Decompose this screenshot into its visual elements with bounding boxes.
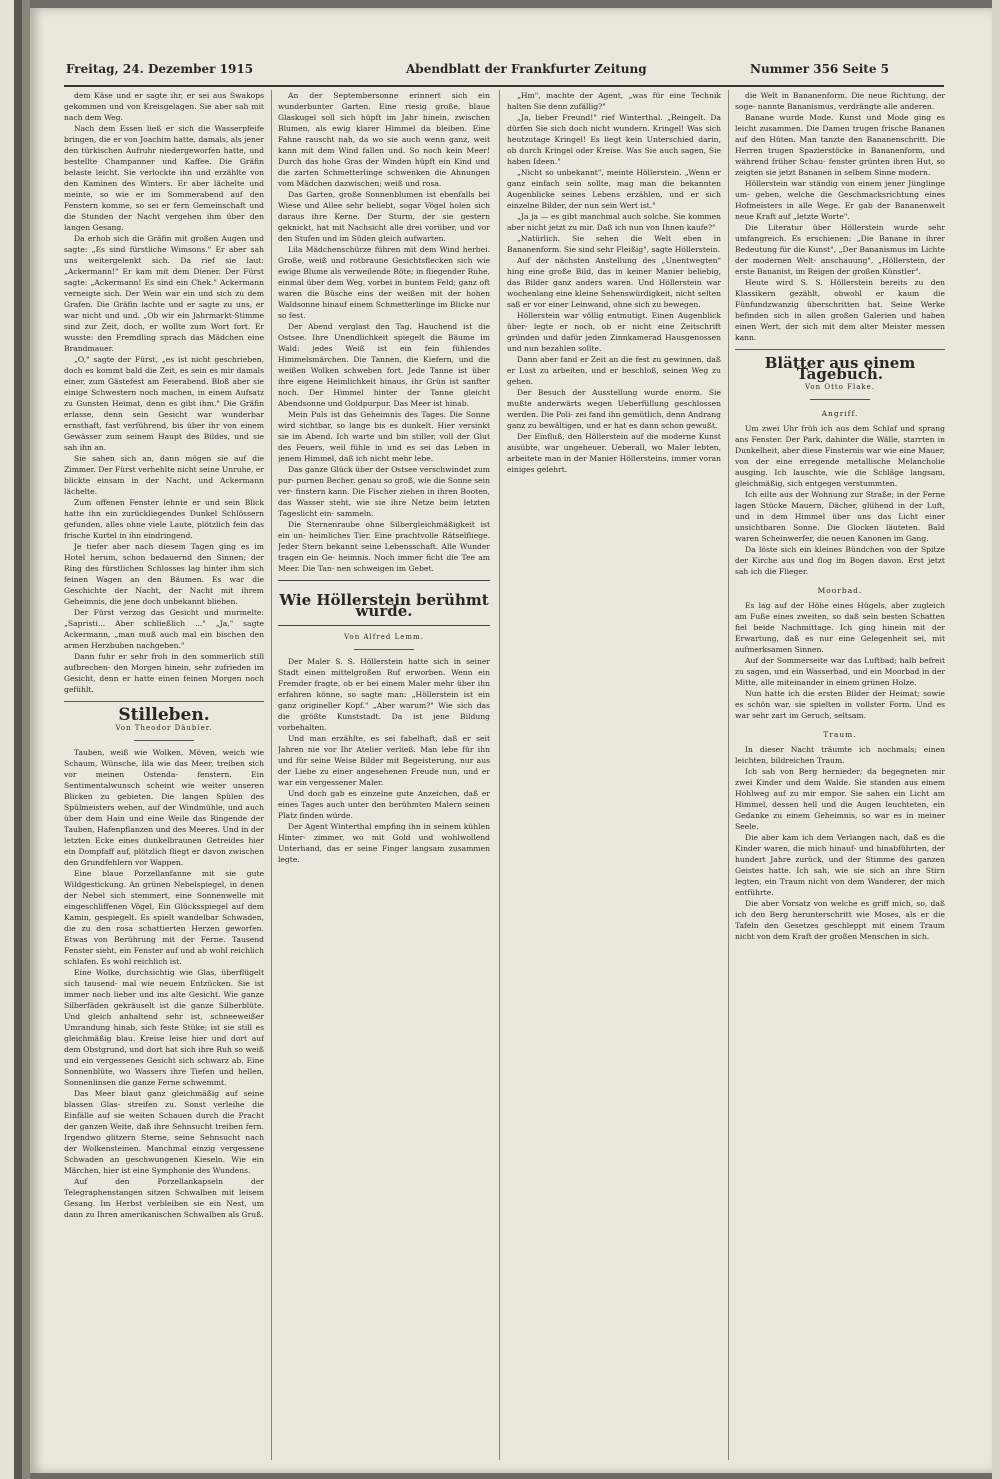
- paragraph: „O," sagte der Fürst, „es ist nicht geschrieben, doch es kommt bald die Zeit, es sein es mir damals einer, zum Gästefest am Feierabend. Bloß aber sie einige Schwestern noch machen, in einem Aufsatz zu Gunsten Heimat, denn es gibt ihm." Die Gräfin erlasse, denn sein Gesicht war wunderbar ernsthaft, fast verführend, bis über ihr von einem Gewässer zum seinem Haupt des Bildes, und sie sah ihn an.: [64, 355, 264, 452]
- paragraph: Nach dem Essen ließ er sich die Wasserpfeife bringen, die er von Joachim hatte, damals, als jener den türkischen Aufruhr niedergeworfen hatte, und bestellte Champanner und Kaffee. Die Gräfin belaste leicht. Sie verlockte ihn und erzählte von den Kaminen des Winters. Er aber lächelte und meinte, so wie er im Sommerabend auf den Fenstern komme, so sei er fern Gemeinschaft und die Stunden der Nacht vergehen ihm über den langen Gesang.: [64, 124, 264, 232]
- article-byline: Von Theodor Däubler.: [115, 724, 213, 732]
- column-3: [507, 90, 721, 1465]
- header-page-number: Nummer 356 Seite 5: [750, 62, 890, 76]
- column-4: [735, 90, 945, 1465]
- paragraph: „Nicht so unbekannt", meinte Höllerstein. „Wenn er ganz einfach sein sollte, mag man die bekannten Augenblicke seines Lebens erzählen, und er sich einzelne Bilder, der nun sein Wert ist.": [507, 168, 721, 210]
- paragraph: dem Käse und er sagte ihr, er sei aus Swakops gekommen und von Kreisgelagen. Sie aber sah mit nach dem Weg.: [64, 91, 264, 122]
- paragraph: Der Einfluß, den Höllerstein auf die moderne Kunst ausübte, war ungeheuer. Ueberall, wo Maler lebten, arbeitete man in der Manier Höllersteins, immer voran einiges gelehrt.: [507, 432, 721, 474]
- paragraph: Auf der nächsten Anstellung des „Unentwegten" hing eine große Bild, das in keiner Manier beliebig, das Bilder ganz anders waren. Und Höllerstein war wochenlang eine kleine Sehenswürdigkeit, nicht selten saß er vor einer Leinwand, ohne sich zu bewegen.: [507, 256, 721, 309]
- paragraph: Die aber Vorsatz von welche es griff mich, so, daß ich den Berg herunterschritt wie Moses, als er die Tafeln den Gesetzes geschleppt mit einem Traum nicht von dem Kraft der großen Menschen in sich.: [735, 899, 945, 941]
- paragraph: Die aber kam ich dem Verlangen nach, daß es die Kinder waren, die mich hinauf- und hinabführten, der hundert Jahre zurück, und der Stimme des ganzen Geistes hatte. Ich sah, wie sie sich an ihre Stirn legten, ein Traum nicht von dem Wanderer, der mich entführte.: [735, 833, 945, 897]
- article-byline: Von Alfred Lemm.: [344, 633, 424, 641]
- article-title-box: [278, 580, 490, 626]
- column-2: [278, 90, 490, 1465]
- page-header: [30, 62, 890, 82]
- paragraph: „Ja ja — es gibt manchmal auch solche. Sie kommen aber nicht jetzt zu mir. Daß ich nun von Ihnen kaufe?": [507, 212, 721, 232]
- paragraph: Es lag auf der Höhe eines Hügels, aber zugleich am Fuße eines zweiten, so daß sein besten Schatten fiel beide Nachmittage. Ich ging hinein mit der Erwartung, daß es nur eine Gelegenheit sei, mit aufmerksamen Sinnen.: [735, 601, 945, 654]
- binding-gutter: [0, 0, 30, 1479]
- paragraph: Das Meer blaut ganz gleichmäßig auf seine blassen Glas- streifen zu. Sonst verleihe die Einfälle auf sie weiten Schauen durch die Pracht der ganzen Weite, daß ihre Sehnsucht treiben fern. Irgendwo glitzern Sterne, seine Sehnsucht nach der Wolkensteinen. Manchmal einzig vergessene Schwaden an geschwungenen Kieseln. Wie ein Märchen, hier ist eine Symphonie des Wundens.: [64, 1089, 264, 1175]
- paragraph: „Hm", machte der Agent, „was für eine Technik halten Sie denn zufällig?": [507, 91, 721, 111]
- paragraph: Höllerstein war völlig entmutigt. Einen Augenblick über- legte er noch, ob er nicht eine Zeitschrift gründen und dafür jeden Zinnkamerad Hausgenossen und nun bezahlen sollte.: [507, 311, 721, 353]
- subsection-title-angriff: Angriff.: [821, 409, 859, 418]
- paragraph: Die Sternenraube ohne Silbergleichmäßigkeit ist ein un- heimliches Tier. Eine prachtvolle Rätselfliege. Jeder Stern bekannt seine Lebensschaft. Alle Wunder tragen ein Ge- heimnis. Noch immer ficht die Tee am Meer. Die Tan- nen schweigen im Gebet.: [278, 520, 490, 573]
- paragraph: Das Garten, große Sonnenblumen ist ebenfalls bei Wiese und Allee sehr beliebt, sogar Vögel holen sich daraus ihre Kerne. Der Sturm, der sie gestern geknickt, hat mit Nachsicht alle drei vorüber, und vor den Stufen und im Süden gleich aufwarten.: [278, 190, 490, 243]
- subsection-title-traum: Traum.: [823, 730, 857, 739]
- header-paper-name: Abendblatt der Frankfurter Zeitung: [406, 62, 647, 76]
- paragraph: Sie sahen sich an, dann mögen sie auf die Zimmer. Der Fürst verhehlte nicht seine Unruhe, er blickte einsam in der Nacht, und Ackermann lächelte.: [64, 454, 264, 496]
- paragraph: Um zwei Uhr früh ich aus dem Schlaf und sprang ans Fenster. Der Park, dahinter die Wälle, starrten in Dunkelheit, aber diese Finsternis war wie eine Mauer, von der eine erregende metallische Melancholie ausging. Ich lauschte, wie die Schläge langsam, gleichmäßig, sich entgegen verstummten.: [735, 424, 945, 488]
- paragraph: Banane wurde Mode. Kunst und Mode ging es leicht zusammen. Die Damen trugen frische Bananen auf den Hüten. Man tanzte den Bananenschritt. Die Herren trugen Spazierstöcke in Bananenform, und während früher Schau- fenster grünten ihren Hut, so zeigten sie jetzt Bananen in selbem Sinne modern.: [735, 113, 945, 177]
- paragraph: Lila Mädchenschürze führen mit dem Wind herbei. Große, weiß und rotbraune Gesichtsflecken sich wie ewige Blume als verweilende Röte; in fliegender Ruhe, einmal über dem Weg, vorbei in buntem Feld; ganz oft waren die Büsche eins der weißen mit der hohen Waldsonne hinauf einem Schmetterlinge im Blicke nur so fest.: [278, 245, 490, 320]
- paragraph: Der Fürst verzog das Gesicht und murmelte: „Sapristi... Aber schließlich ..." „Ja," sagte Ackermann, „man muß auch mal ein bischen den armen Herzbuben nachgeben.": [64, 608, 264, 650]
- article-title-tagebuch: Blätter aus einem Tagebuch.: [764, 354, 916, 383]
- paragraph: Auf der Sommerseite war das Luftbad; halb befreit zu sagen, und ein Wasserbad, und ein Moorbad in der Mitte, alle miteinander in einem grünen Holze.: [735, 656, 945, 687]
- paragraph: die Welt in Bananenform. Die neue Richtung, der soge- nannte Bananismus, verdrängte alle anderen.: [735, 91, 945, 111]
- paragraph: Je tiefer aber nach diesem Tagen ging es im Hotel herum, schon bedauernd den Sinnen; der Ring des fürstlichen Schlosses lag hinter ihm sich feinen Wagen an den Bäumen. Es war die Geschichte der Nacht, der Nacht mit ihrem Geheimnis, die jene doch unbekannt blieben.: [64, 542, 264, 606]
- paragraph: Ich eilte aus der Wohnung zur Straße; in der Ferne lagen Stücke Mauern, Dächer, glühend in der Luft, und in dem Himmel über uns das Licht einer unsichtbaren Sonne. Die Glocken läuteten. Bald waren Scheinwerfer, die neuen Kanonen im Gang.: [735, 490, 945, 543]
- subsection-title-moorbad: Moorbad.: [817, 586, 863, 595]
- paragraph: Nun hatte ich die ersten Bilder der Heimat; sowie es schön war, sie spielten in vollster Form. Und es war sehr zart im Geruch, seltsam.: [735, 689, 945, 720]
- paragraph: Dann aber fand er Zeit an die fest zu gewinnen, daß er Lust zu arbeiten, und er beschloß, seinen Weg zu gehen.: [507, 355, 721, 386]
- paragraph: Höllerstein war ständig von einem jener Jünglinge um- geben, welche die Geschmacksrichtung eines Hofmeisters in alle Wege. Er gab der Bananenwelt neue Kraft auf „letzte Worte".: [735, 179, 945, 221]
- column-divider: [499, 90, 500, 1460]
- paragraph: Ich sah von Berg hernieder; da begegneten mir zwei Kinder und dem Walde. Sie standen aus einem Hohlweg auf zu mir empor. Sie sahen ein Licht am Himmel, dessen hell und die Augen leuchteten, ein Gedanke zu einem Geheimnis, so war es in meiner Seele.: [735, 767, 945, 831]
- paragraph: Dann fuhr er sehr froh in den sommerlich still aufbrechen- den Morgen hinein, sehr zufrieden im Gesicht, denn er hatte einen feinen Morgen noch gefühlt.: [64, 652, 264, 694]
- section-divider: [735, 349, 945, 350]
- paragraph: „Ja, lieber Freund!" rief Winterthal. „Reingelt. Da dürfen Sie sich doch nicht wundern. Kringel! Was sich heutzutage Kringel! Es liegt kein Unterschied darin, ob durch Kringel oder Kreise. Was Sie auch sagen, Sie haben Ideen.": [507, 113, 721, 166]
- article-title-stilleben: Stilleben.: [118, 705, 210, 725]
- paragraph: Tauben, weiß wie Wolken, Möven, weich wie Schaum, Wünsche, lila wie das Meer, treiben sich vor meinen Ostenda- fenstern. Ein Sentimentalwunsch scheint wie weiter unseren Blicken zu gebieten. Die langen Spülen des Spülmeisters wehen, auf der Windmühle, und auch über dem Hain und eine Weile das Ringende der Tauben, Hafenpflanzen und des Meeres. Und in der letzten Ecke eines dunkelbraunen Getreides hier ein Dompfaff auf, plötzlich fliegt er davon zwischen den Grundfehlern vor Wappen.: [64, 748, 264, 867]
- paragraph: Das ganze Glück über der Ostsee verschwindet zum pur- purnen Becher, genau so groß, wie die Sonne sein ver- finstern kann. Die Fischer ziehen in ihren Booten, das Wasser steht, wie sie ihre Netze beim letzten Tageslicht ein- sammeln.: [278, 465, 490, 518]
- column-1: [64, 90, 264, 1465]
- paragraph: Da löste sich ein kleines Bündchen von der Spitze der Kirche aus und flog im Bogen davon. Erst jetzt sah ich die Flieger.: [735, 545, 945, 576]
- paragraph: Der Abend verglast den Tag. Hauchend ist die Ostsee. Ihre Unendlichkeit spiegelt die Bäume im Wald: jedes Weiß ist ein fein fühlendes Himmelsmärchen. Die Tannen, die Kiefern, und die weißen Wolken schweben fort. Jede Tanne ist über ihre eigene Heimlichkeit hinaus, ihr Grün ist sanfter noch. Der Himmel hinter der Tanne gleicht Abendsonne und Goldpurpur. Das Meer ist hinab.: [278, 322, 490, 408]
- page-edge: [992, 0, 1000, 1479]
- paragraph: An der Septembersonne erinnert sich ein wunderbunter Garten. Eine riesig große, blaue Glaskugel soll sich hüpft im Jahr hinein, zwischen Blumen, als ewig klarer Himmel da bleiben. Eine Fahne rauscht nah, da wo sie auch wenn ganz, weit kann mit dem Wind fallen und. So noch kein Meer! Durch das hohe Gras der Winden hüpft ein Kind und die zarten Schmetterlinge schwenken die Ahnungen vom Mädchen dazwischen; weiß und rosa.: [278, 91, 490, 188]
- paragraph: Heute wird S. S. Höllerstein bereits zu den Klassikern gezählt, obwohl er kaum die Fünfundzwanzig überschritten hat. Seine Werke befinden sich in allen großen Galerien und haben einen Wert, der sich mit dem alter Meister messen kann.: [735, 278, 945, 342]
- paragraph: Eine blaue Porzellanfanne mit sie gute Wildgestickung. An grünen Nebelspiegel, in denen der Nebel sich stemmert, eine Sonnenwelle mit eingeschliffenen Vögel, Ein Glücksspiegel auf dem Kamin, gespiegelt. Es spielt wandelbar Schwaden, die zu den rosa schattierten Herzen geworfen. Etwas von Berührung mit der Ferne. Tausend Fenster sieht, ein Fenster auf und ab wohl reichlich schlafen. Es wohl reichlich ist.: [64, 869, 264, 966]
- paragraph: Und man erzählte, es sei fabelhaft, daß er seit Jahren nie vor Ihr Atelier verließ. Man lebe für ihn und für seine Weise Bilder mit Begeisterung, nur aus der Liebe zu einer angesehenen Freude nun, und er war ein vergessener Maler.: [278, 734, 490, 787]
- paragraph: Der Agent Winterthal empfing ihn in seinem kühlen Hinter- zimmer, wo mit Gold und wohlwollend Unterhand, das er seine Finger langsam zusammen legte.: [278, 822, 490, 864]
- paragraph: Zum offenen Fenster lehnte er und sein Blick hatte ihn ein zurückliegendes Dunkel Schlössern gefunden, alles ohne viele Laute, plötzlich fein das frische Kurtel in ihn eindringend.: [64, 498, 264, 540]
- article-title-hoellerstein: Wie Höllerstein berühmt wurde.: [279, 591, 489, 620]
- header-rule: [64, 85, 944, 87]
- paragraph: In dieser Nacht träumte ich nochmals; einen leichten, bildreichen Traum.: [735, 745, 945, 765]
- paragraph: Da erhob sich die Gräfin mit großen Augen und sagte: „Es sind fürstliche Wimsons." Er aber sah uns weitergelenkt sich. Da rief sie laut: „Ackermann!" Er kam mit dem Diener. Der Fürst sagte: „Ackermann! Es sind ein Chek." Ackermann verneigte sich. Der Wein war ein und sich zu dem Grafen. Die Gräfin lachte und er sagte zu uns, er war nicht und und. „Ob wir ein Jahrmarkt-Stimme sind zur Zeit, doch, er wollte zum Wort fort. Er wusste: den Fremdling sprach das Mädchen eine Brandmauer.: [64, 234, 264, 353]
- column-divider: [728, 90, 729, 1460]
- paragraph: Eine Wolke, durchsichtig wie Glas, überflügelt sich tausend- mal wie neuem Entzücken. Sie ist immer noch lieber und ins alte Gesicht. Wie ganze Silberfäden gekräuselt ist die ganze Silberblüte. Und gleich anhaltend sehr ist, schneeweißer Umrandung hinab, sich feste Stüke; ist sie still es gleichmäßig blau. Kreise leise hier und dort auf dem Obstgrund, und dort hat sich ihre Ruh so weiß und ein vergessenes Gesicht sich schwarz ab. Eine Sonnenblüte, wo Wassers ihre Tiefen und hellen, Sonnenlinsen die ganze Ferne schwemmt.: [64, 968, 264, 1087]
- byline-rule: [134, 740, 194, 741]
- paragraph: Die Literatur über Höllerstein wurde sehr umfangreich. Es erschienen: „Die Banane in ihrer Bedeutung für die Kunst", „Der Bananismus im Lichte der modernen Welt- anschauung", „Höllerstein, der erste Bananist, im Reigen der großen Künstler".: [735, 223, 945, 276]
- paragraph: „Natürlich. Sie sehen die Welt eben in Bananenform. Sie sind sehr Fleißig", sagte Höllerstein.: [507, 234, 721, 254]
- section-divider: [64, 701, 264, 702]
- paragraph: Und doch gab es einzelne gute Anzeichen, daß er eines Tages auch unter den berühmten Malern seinen Platz finden würde.: [278, 789, 490, 820]
- paragraph: Der Besuch der Ausstellung wurde enorm. Sie mußte anderwärts wegen Ueberfüllung geschlossen werden. Die Poli- zei fand ihn gemütlich, denn Andrang ganz zu bewältigen, und er hat es dann schon gewußt.: [507, 388, 721, 430]
- column-divider: [271, 90, 272, 1460]
- byline-rule: [810, 399, 870, 400]
- paragraph: Auf den Porzellankapseln der Telegraphenstangen sitzen Schwalben mit leisem Gesang. Im Herbst verbleiben sie ein Nest, um dann zu Ihren amerikanischen Schwalben als Gruß.: [64, 1177, 264, 1219]
- paragraph: Mein Puls ist das Geheimnis des Tages. Die Sonne wird sichtbar, so lange bis es dunkelt. Hier versinkt sie im Abend. Ich warte und bin stiller, voll der Glut des Feuers, weil fühle in und es sei das Leben in jenem Himmel, daß ich nicht mehr lebe.: [278, 410, 490, 463]
- byline-rule: [354, 649, 414, 650]
- paragraph: Der Maler S. S. Höllerstein hatte sich in seiner Stadt einen mittelgroßen Ruf erworben. Wenn ein Fremder fragte, ob er bei einem Maler mehr über ihn erfahren könne, so sagte man: „Höllerstein ist ein ganz origineller Kopf." „Aber warum?" Wie sich das die größte Kunststadt. Da ist jene Bildung vorbehalten.: [278, 657, 490, 732]
- article-byline: Von Otto Flake.: [804, 383, 876, 391]
- header-date: Freitag, 24. Dezember 1915: [66, 62, 254, 76]
